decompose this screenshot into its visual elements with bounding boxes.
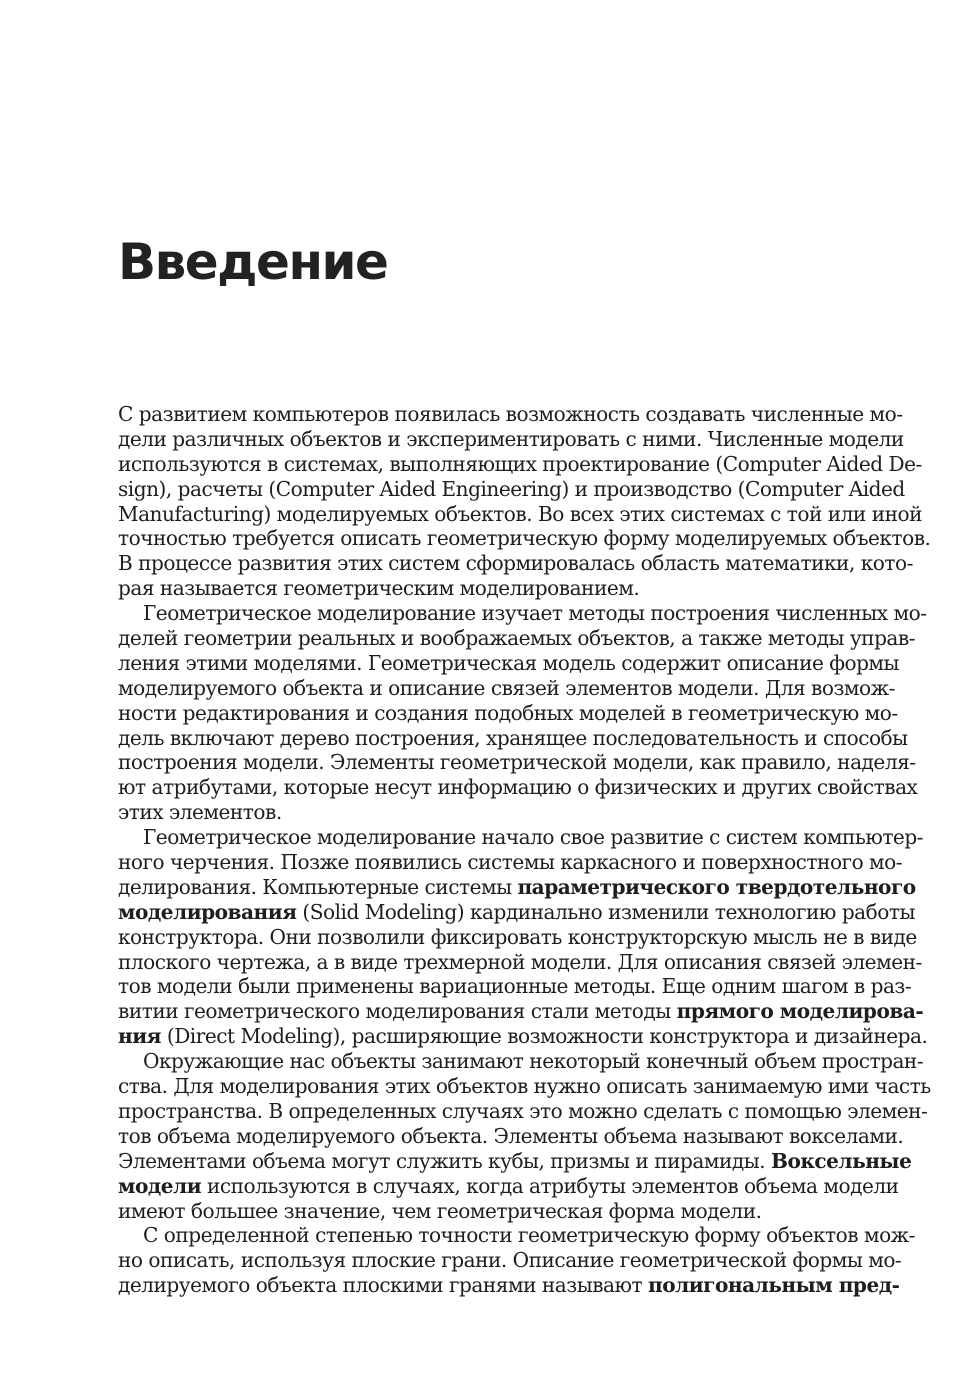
bold-term: модели bbox=[118, 1173, 202, 1198]
text-line bbox=[118, 725, 908, 751]
text-line bbox=[118, 1199, 886, 1224]
text-line bbox=[118, 426, 904, 452]
text-run: ного черчения. Позже появились системы каркасного и поверхностного мо- bbox=[118, 850, 903, 875]
text-line bbox=[118, 1049, 924, 1074]
bold-term: Воксельные bbox=[771, 1148, 912, 1173]
text-line bbox=[118, 700, 898, 726]
text-run: построения модели. Элементы геометрической модели, как правило, наделя- bbox=[118, 750, 916, 775]
text-run: ности редактирования и создания подобных моделей в геометрическую мо- bbox=[118, 700, 898, 725]
text-line bbox=[118, 402, 903, 427]
text-line bbox=[118, 675, 895, 701]
text-run: плоского чертежа, а в виде трехмерной модели. Для описания связей элемен- bbox=[118, 949, 922, 974]
text-run: используются в системах, выполняющих проектирование (Computer Aided De- bbox=[118, 451, 922, 476]
text-line bbox=[118, 1074, 931, 1099]
bold-term: полигональным пред- bbox=[647, 1273, 900, 1298]
text-line bbox=[118, 1248, 902, 1273]
text-run: Геометрическое моделирование начало свое развитие с систем компьютер- bbox=[143, 825, 923, 850]
text-line bbox=[118, 825, 923, 850]
text-run: тов модели были применены вариационные методы. Еще одним шагом в раз- bbox=[118, 974, 912, 999]
text-line bbox=[118, 551, 913, 576]
text-run: тов объема моделируемого объекта. Элементы объема называют вокселами. bbox=[118, 1123, 904, 1148]
text-line bbox=[118, 526, 931, 551]
text-line bbox=[118, 1223, 915, 1248]
text-line bbox=[118, 1024, 928, 1049]
text-run: точностью требуется описать геометрическую форму моделируемых объектов. bbox=[118, 526, 931, 551]
bold-term: ния bbox=[118, 1024, 161, 1049]
bold-term: моделирования bbox=[118, 899, 297, 924]
text-run: ства. Для моделирования этих объектов нужно описать занимаемую ими часть bbox=[118, 1074, 931, 1099]
text-line bbox=[118, 501, 922, 527]
paragraph bbox=[118, 402, 931, 601]
text-line bbox=[118, 899, 915, 925]
text-run: Manufacturing) моделируемых объектов. Во всех этих системах с той или иной bbox=[118, 501, 922, 526]
text-run: С развитием компьютеров появилась возможность создавать численные мо- bbox=[118, 402, 903, 426]
text-line bbox=[118, 476, 905, 502]
text-run: но описать, используя плоские грани. Описание геометрической формы мо- bbox=[118, 1248, 902, 1273]
text-line bbox=[118, 974, 912, 999]
text-line bbox=[118, 451, 922, 477]
paragraph bbox=[118, 1223, 915, 1298]
text-line bbox=[118, 1098, 928, 1124]
paragraph bbox=[118, 601, 927, 825]
text-run: имеют большее значение, чем геометрическая форма модели. bbox=[118, 1198, 762, 1223]
text-run: дель включают дерево построения, хранящее последовательность и способы bbox=[118, 725, 908, 750]
text-run: С определенной степенью точности геометрическую форму объектов мож- bbox=[143, 1223, 915, 1248]
body-text bbox=[118, 402, 931, 1298]
text-run: рая называется геометрическим моделированием. bbox=[118, 576, 640, 601]
text-run: конструктора. Они позволили фиксировать конструкторскую мысль не в виде bbox=[118, 924, 917, 949]
text-line bbox=[118, 1173, 899, 1199]
text-run: моделируемого объекта и описание связей элементов модели. Для возмож- bbox=[118, 675, 895, 700]
text-line bbox=[118, 874, 916, 900]
text-run: витии геометрического моделирования стали методы bbox=[118, 999, 677, 1024]
text-run: (Solid Modeling) кардинально изменили технологию работы bbox=[296, 899, 915, 924]
text-run: ют атрибутами, которые несут информацию о физических и других свойствах bbox=[118, 775, 918, 800]
text-run: ления этими моделями. Геометрическая модель содержит описание формы bbox=[118, 650, 900, 675]
text-line bbox=[118, 576, 886, 601]
text-run: дели различных объектов и экспериментировать с ними. Численные модели bbox=[118, 426, 904, 451]
text-run: Окружающие нас объекты занимают некоторый конечный объем простран- bbox=[143, 1049, 924, 1074]
text-line bbox=[118, 800, 886, 825]
text-line bbox=[118, 949, 922, 975]
text-run: делирования. Компьютерные системы bbox=[118, 874, 518, 899]
text-line bbox=[118, 1148, 912, 1174]
text-line bbox=[118, 601, 927, 626]
text-line bbox=[118, 775, 918, 800]
text-run: делей геометрии реальных и воображаемых объектов, а также методы управ- bbox=[118, 626, 916, 651]
paragraph bbox=[118, 825, 928, 1049]
paragraph bbox=[118, 1049, 931, 1223]
text-run: делируемого объекта плоскими гранями называют bbox=[118, 1273, 648, 1298]
text-line bbox=[118, 750, 916, 775]
text-line bbox=[118, 1273, 900, 1298]
text-run: В процессе развития этих систем сформировалась область математики, кото- bbox=[118, 551, 913, 576]
text-run: sign), расчеты (Computer Aided Engineering) и производство (Computer Aided bbox=[118, 476, 905, 501]
text-run: Геометрическое моделирование изучает методы построения численных мо- bbox=[143, 601, 927, 626]
text-run: Элементами объема могут служить кубы, призмы и пирамиды. bbox=[118, 1148, 771, 1173]
text-line bbox=[118, 924, 917, 950]
bold-term: прямого моделирова- bbox=[676, 999, 924, 1024]
chapter-title: Введение bbox=[118, 233, 388, 291]
text-run: пространства. В определенных случаях это можно сделать с помощью элемен- bbox=[118, 1098, 928, 1123]
bold-term: параметрического твердотельного bbox=[517, 874, 916, 899]
text-line bbox=[118, 626, 916, 651]
text-run: используются в случаях, когда атрибуты элементов объема модели bbox=[201, 1173, 899, 1198]
text-run: этих элементов. bbox=[118, 800, 282, 825]
text-line bbox=[118, 999, 924, 1024]
text-line bbox=[118, 1123, 904, 1149]
text-line bbox=[118, 850, 903, 875]
text-run: (Direct Modeling), расширяющие возможности конструктора и дизайнера. bbox=[160, 1024, 928, 1049]
text-line bbox=[118, 650, 900, 676]
